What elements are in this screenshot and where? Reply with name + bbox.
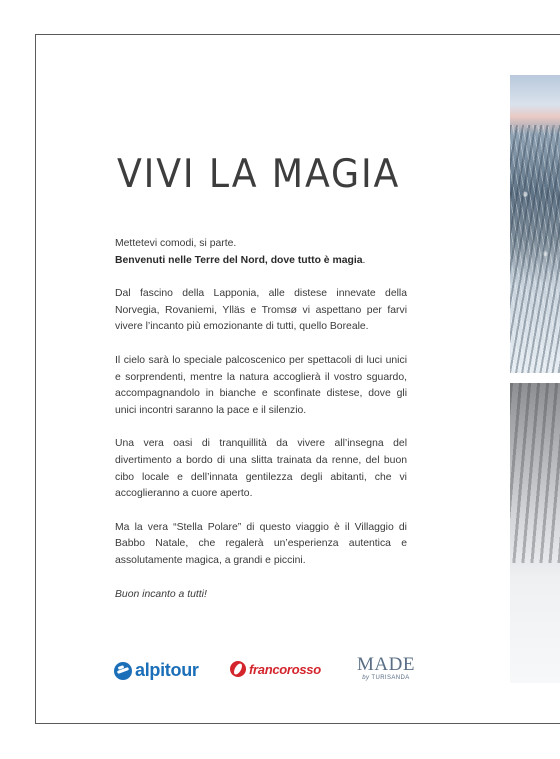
paragraph-oasi: Una vera oasi di tranquillità da vivere all’insegna del divertimento a bordo di una slitta trainata da renne, del buon cibo locale e dell’innata gentilezza degli abitanti, che vi accoglieranno a cuore aperto. [115, 438, 407, 500]
page-title: VIVI LA MAGIA [117, 152, 401, 197]
paragraph-lapponia: Dal fascino della Lapponia, alle distese innevate della Norvegia, Rovaniemi, Ylläs e Tromsø vi aspettano per farvi vivere l’incanto più emozionante di tutti, quello Boreale. [115, 288, 407, 333]
intro-paragraph [115, 236, 407, 269]
alpitour-logo [114, 660, 199, 681]
alpitour-logo-text: alpitour [135, 660, 199, 680]
francorosso-emblem-icon [230, 661, 246, 677]
paragraph-cielo: Il cielo sarà lo speciale palcoscenico per spettacoli di luci unici e sorprendenti, mentre la natura accoglierà il vostro sguardo, accompagnandolo in bianche e sconfinate distese, dove gli unici incontri saranno la pace e il silenzio. [115, 354, 407, 416]
alpitour-swoosh-icon [114, 662, 132, 680]
francorosso-logo-text: francorosso [249, 661, 321, 677]
made-logo-text: MADE [357, 654, 415, 675]
body-text [115, 236, 407, 620]
made-turisanda-logo [357, 655, 415, 682]
snow-landscape-photo [510, 383, 560, 683]
paragraph-stella-polare: Ma la vera “Stella Polare” di questo viaggio è il Villaggio di Babbo Natale, che regalerà un’esperienza autentica e assolutamente magica, a grandi e piccini. [115, 521, 407, 566]
snowy-forest-photo [510, 75, 560, 373]
closing-text: Buon incanto a tutti! [115, 588, 207, 600]
closing-line [115, 587, 407, 604]
francorosso-logo [230, 661, 321, 677]
brand-logos [114, 652, 414, 692]
intro-line2-end: . [362, 254, 366, 266]
made-logo-subtitle: by TURISANDA [362, 675, 410, 681]
intro-line2-bold: Benvenuti nelle Terre del Nord, dove tutto è magia [115, 254, 363, 266]
intro-line1: Mettetevi comodi, si parte. [115, 238, 237, 249]
